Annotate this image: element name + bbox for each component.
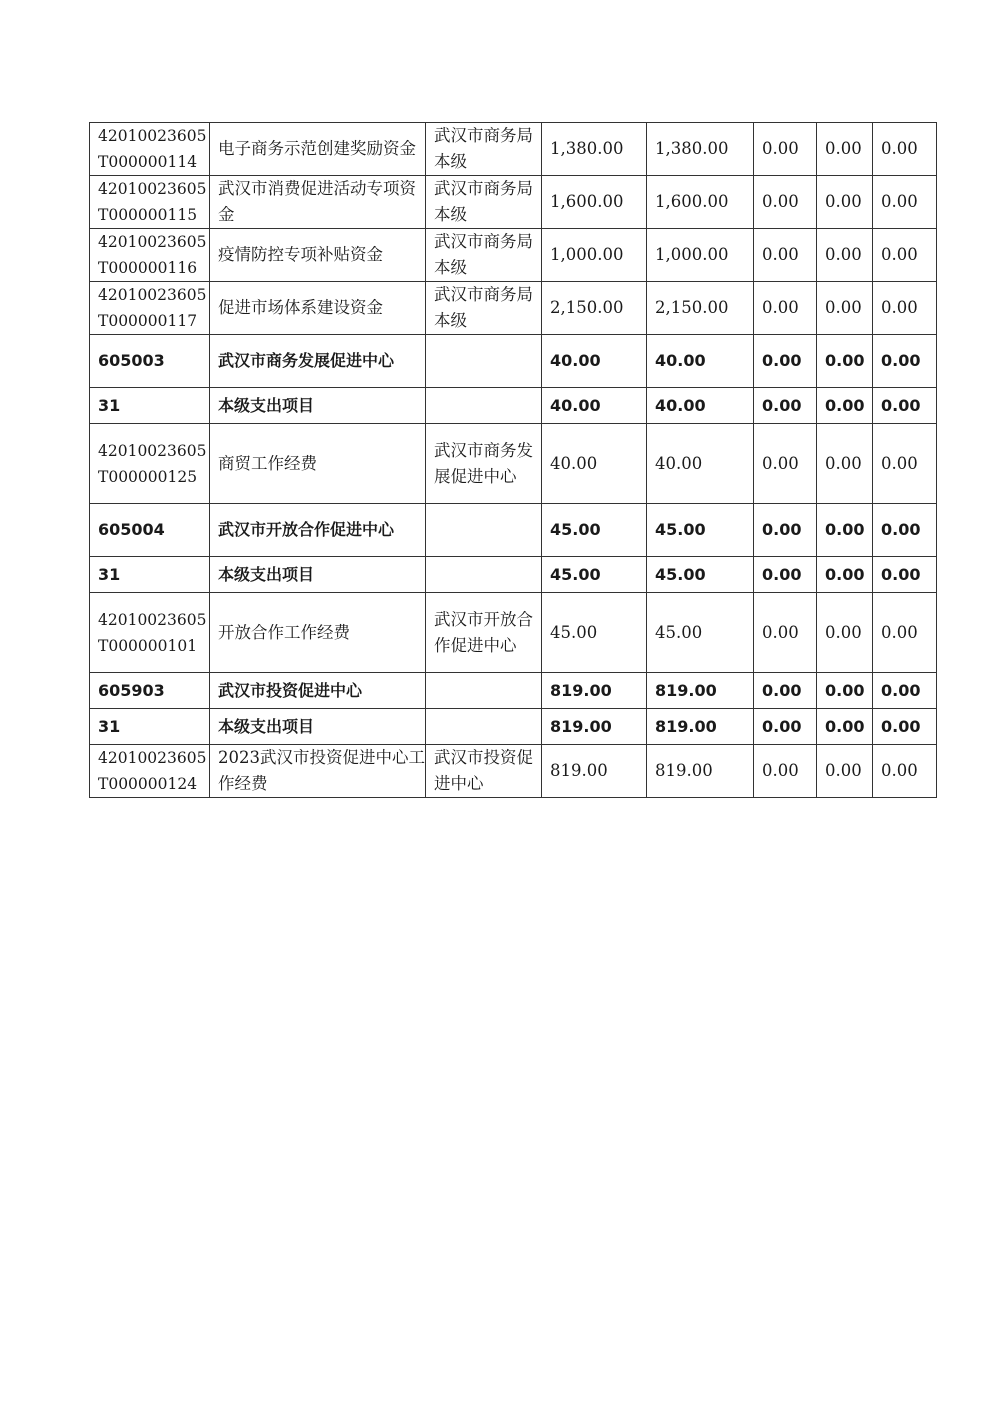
unit-cell [426,673,542,709]
total-cell: 1,000.00 [542,229,647,282]
amount-cell-c: 0.00 [873,123,937,176]
amount-cell-c: 0.00 [873,282,937,335]
amount-cell-a: 0.00 [754,282,817,335]
table-row [90,745,937,798]
project-code-cell: 42010023605 T000000116 [90,229,210,282]
table-row [90,123,937,176]
table-row [90,593,937,673]
amount-cell-c: 0.00 [873,176,937,229]
amount-cell-b: 0.00 [817,335,873,388]
project-code-cell: 605004 [90,504,210,557]
amount-cell-a: 0.00 [754,745,817,798]
amount-cell-b: 0.00 [817,123,873,176]
table-row [90,557,937,593]
project-code-cell: 42010023605 T000000114 [90,123,210,176]
amount-cell-c: 0.00 [873,229,937,282]
amount-cell-c: 0.00 [873,557,937,593]
unit-cell [426,557,542,593]
amount-cell-b: 0.00 [817,709,873,745]
amount-cell-b: 0.00 [817,282,873,335]
project-code-cell: 42010023605 T000000101 [90,593,210,673]
amount-cell-a: 0.00 [754,335,817,388]
table-row [90,424,937,504]
project-name-cell: 疫情防控专项补贴资金 [210,229,426,282]
amount-cell-a: 0.00 [754,229,817,282]
total-cell: 819.00 [542,709,647,745]
budget-cell: 819.00 [647,709,754,745]
budget-cell: 40.00 [647,388,754,424]
amount-cell-a: 0.00 [754,424,817,504]
unit-cell [426,335,542,388]
project-name-cell: 电子商务示范创建奖励资金 [210,123,426,176]
table-row [90,335,937,388]
budget-cell: 1,600.00 [647,176,754,229]
amount-cell-b: 0.00 [817,557,873,593]
project-name-cell: 促进市场体系建设资金 [210,282,426,335]
table-row [90,504,937,557]
amount-cell-a: 0.00 [754,504,817,557]
unit-cell: 武汉市开放合作促进中心 [426,593,542,673]
total-cell: 40.00 [542,424,647,504]
budget-cell: 819.00 [647,673,754,709]
budget-cell: 45.00 [647,557,754,593]
table-row [90,282,937,335]
amount-cell-a: 0.00 [754,673,817,709]
project-name-cell: 武汉市投资促进中心 [210,673,426,709]
amount-cell-c: 0.00 [873,709,937,745]
project-name-cell: 商贸工作经费 [210,424,426,504]
amount-cell-a: 0.00 [754,123,817,176]
unit-cell: 武汉市商务发展促进中心 [426,424,542,504]
amount-cell-b: 0.00 [817,745,873,798]
amount-cell-c: 0.00 [873,593,937,673]
project-name-cell: 开放合作工作经费 [210,593,426,673]
budget-cell: 45.00 [647,593,754,673]
table-row [90,229,937,282]
table-row [90,176,937,229]
unit-cell: 武汉市商务局本级 [426,229,542,282]
amount-cell-b: 0.00 [817,673,873,709]
unit-cell [426,504,542,557]
project-code-cell: 605003 [90,335,210,388]
total-cell: 45.00 [542,504,647,557]
project-name-cell: 2023武汉市投资促进中心工作经费 [210,745,426,798]
amount-cell-b: 0.00 [817,424,873,504]
amount-cell-a: 0.00 [754,709,817,745]
total-cell: 2,150.00 [542,282,647,335]
amount-cell-a: 0.00 [754,557,817,593]
project-name-cell: 本级支出项目 [210,709,426,745]
unit-cell: 武汉市商务局本级 [426,282,542,335]
amount-cell-c: 0.00 [873,424,937,504]
project-code-cell: 42010023605 T000000115 [90,176,210,229]
budget-table [89,122,937,798]
project-code-cell: 42010023605 T000000125 [90,424,210,504]
project-code-cell: 31 [90,709,210,745]
project-name-cell: 本级支出项目 [210,388,426,424]
total-cell: 40.00 [542,388,647,424]
unit-cell [426,709,542,745]
amount-cell-a: 0.00 [754,176,817,229]
unit-cell: 武汉市商务局本级 [426,176,542,229]
project-code-cell: 31 [90,557,210,593]
project-code-cell: 42010023605 T000000124 [90,745,210,798]
amount-cell-b: 0.00 [817,593,873,673]
total-cell: 45.00 [542,593,647,673]
total-cell: 40.00 [542,335,647,388]
project-code-cell: 42010023605 T000000117 [90,282,210,335]
project-name-cell: 武汉市消费促进活动专项资金 [210,176,426,229]
budget-cell: 40.00 [647,424,754,504]
table-row [90,673,937,709]
amount-cell-b: 0.00 [817,504,873,557]
amount-cell-c: 0.00 [873,745,937,798]
budget-cell: 45.00 [647,504,754,557]
total-cell: 1,600.00 [542,176,647,229]
amount-cell-b: 0.00 [817,176,873,229]
total-cell: 819.00 [542,745,647,798]
amount-cell-c: 0.00 [873,388,937,424]
project-name-cell: 武汉市开放合作促进中心 [210,504,426,557]
budget-cell: 1,380.00 [647,123,754,176]
amount-cell-b: 0.00 [817,388,873,424]
project-name-cell: 本级支出项目 [210,557,426,593]
project-code-cell: 605903 [90,673,210,709]
table-row [90,709,937,745]
unit-cell: 武汉市投资促进中心 [426,745,542,798]
project-name-cell: 武汉市商务发展促进中心 [210,335,426,388]
unit-cell: 武汉市商务局本级 [426,123,542,176]
table-body [90,123,937,798]
budget-cell: 819.00 [647,745,754,798]
amount-cell-c: 0.00 [873,504,937,557]
budget-cell: 2,150.00 [647,282,754,335]
budget-cell: 40.00 [647,335,754,388]
amount-cell-b: 0.00 [817,229,873,282]
total-cell: 1,380.00 [542,123,647,176]
amount-cell-c: 0.00 [873,335,937,388]
project-code-cell: 31 [90,388,210,424]
amount-cell-a: 0.00 [754,388,817,424]
amount-cell-c: 0.00 [873,673,937,709]
budget-cell: 1,000.00 [647,229,754,282]
total-cell: 819.00 [542,673,647,709]
table-row [90,388,937,424]
total-cell: 45.00 [542,557,647,593]
amount-cell-a: 0.00 [754,593,817,673]
unit-cell [426,388,542,424]
